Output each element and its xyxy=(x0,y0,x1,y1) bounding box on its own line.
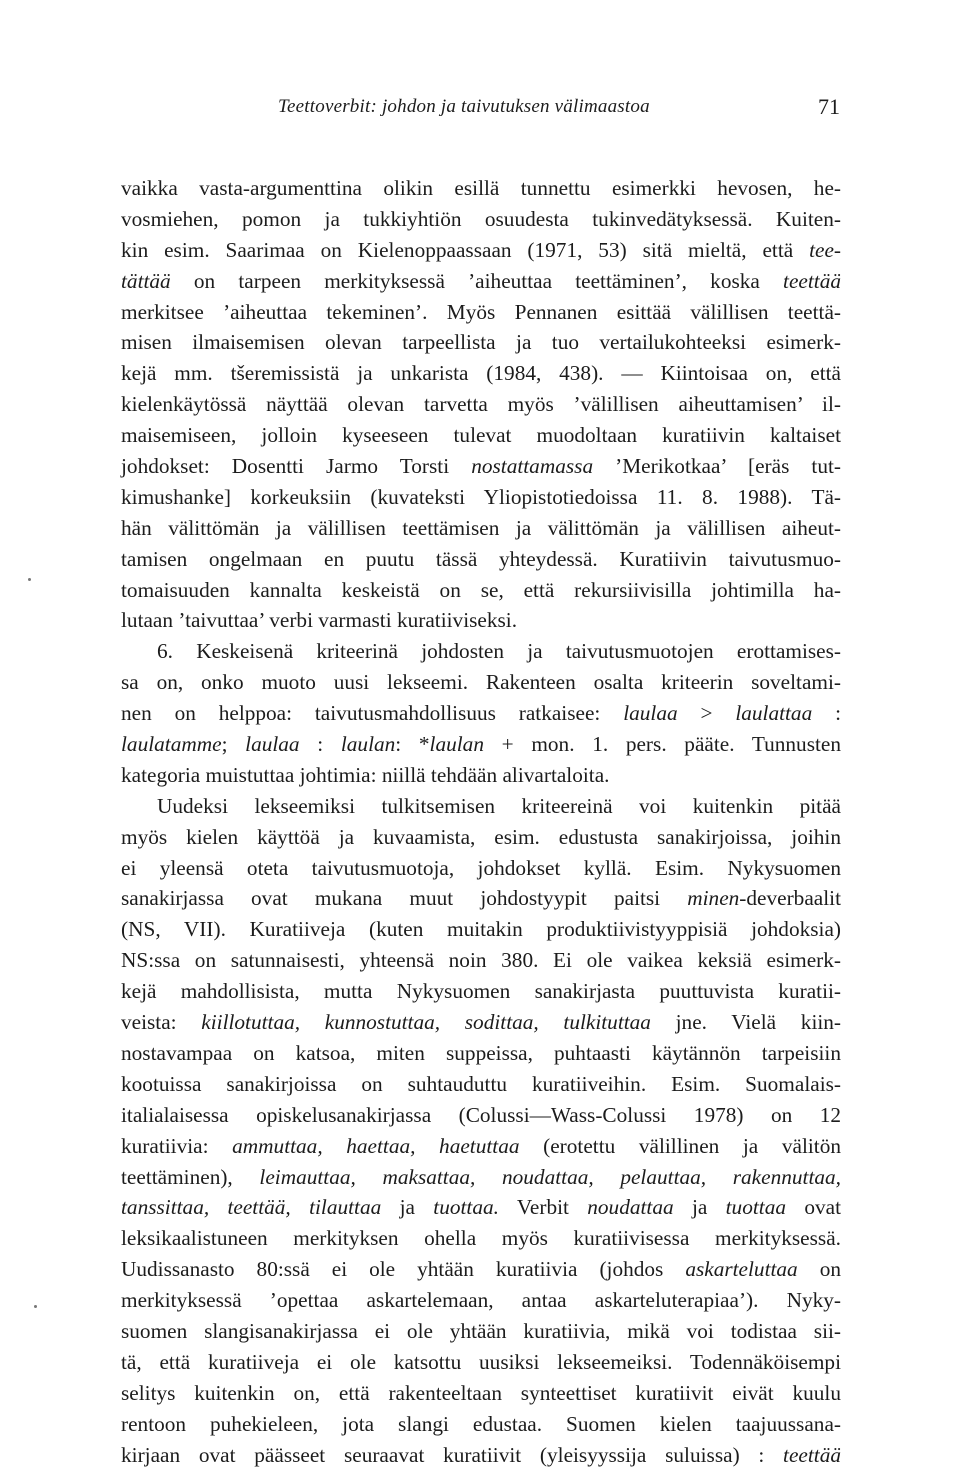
text-line xyxy=(121,204,841,235)
text-line xyxy=(121,1347,841,1378)
text-segment: johdokset: Dosentti Jarmo Torsti xyxy=(121,454,472,479)
italic-term: laulattaa xyxy=(735,701,813,726)
text-segment: nostavampaa on katsoa, miten suppeissa, puhtaasti käytännön tarpeisiin xyxy=(121,1040,841,1065)
text-segment: veista: xyxy=(121,1010,202,1035)
italic-term: laulan xyxy=(340,732,396,757)
text-segment: vosmiehen, pomon ja tukkiyhtiön osuudesta tukinvedätyksessä. Kuiten- xyxy=(121,206,841,231)
text-segment: ja xyxy=(381,1195,434,1220)
text-segment: kirjaan ovat päässeet seuraavat kuratiivit (yleisyyssija suluissa) : xyxy=(121,1442,784,1467)
text-line xyxy=(121,544,841,575)
text-line xyxy=(121,513,841,544)
italic-term: tättää xyxy=(121,268,171,293)
text-segment: italialaisessa opiskelusanakirjassa (Colussi—Wass-Colussi 1978) on 12 xyxy=(121,1102,841,1127)
italic-term: teettää xyxy=(783,1442,841,1467)
text-segment: (erotettu välillinen ja välitön xyxy=(519,1133,842,1158)
text-segment: kejä mahdollisista, mutta Nykysuomen sanakirjasta puuttuvista kuratii- xyxy=(121,979,841,1004)
text-segment: sanakirjassa ovat mukana muut johdostyypit paitsi xyxy=(121,886,688,911)
text-line xyxy=(121,605,841,636)
text-segment: kimushanke] korkeuksiin (kuvateksti Yliopistotiedoissa 11. 8. 1988). Tä- xyxy=(121,484,841,509)
text-segment: Verbit xyxy=(498,1195,588,1220)
text-segment: teettäminen), xyxy=(121,1164,260,1189)
text-line xyxy=(121,1254,841,1285)
text-segment: leksikaalistuneen merkityksen ohella myös kuratiivisessa merkityksessä. xyxy=(121,1226,841,1251)
text-line xyxy=(121,1378,841,1409)
text-line xyxy=(121,482,841,513)
text-segment: kategoria muistuttaa johtimia: niillä tehdään alivartaloita. xyxy=(121,762,610,787)
text-line xyxy=(121,1409,841,1440)
text-line xyxy=(121,729,841,760)
text-segment: nen on helppoa: taivutusmahdollisuus ratkaisee: xyxy=(121,701,624,726)
text-segment: tä, että kuratiiveja ei ole katsottu uusiksi lekseemeiksi. Todennäköisempi xyxy=(121,1349,841,1374)
text-segment: on xyxy=(797,1257,841,1282)
scan-speck xyxy=(34,1305,37,1308)
text-segment: tomaisuuden kannalta keskeistä on se, että rekursiivisilla johtimilla ha- xyxy=(121,577,841,602)
text-segment: NS:ssa on satunnaisesti, yhteensä noin 380. Ei ole vaikea keksiä esimerk- xyxy=(121,948,841,973)
text-line xyxy=(121,451,841,482)
italic-term: tuottaa xyxy=(725,1195,786,1220)
text-segment: sa on, onko muoto uusi lekseemi. Rakenteen osalta kriteerin soveltami- xyxy=(121,670,841,695)
text-segment: > xyxy=(677,701,736,726)
text-line xyxy=(121,1223,841,1254)
text-segment: ja xyxy=(673,1195,726,1220)
scan-speck xyxy=(28,578,31,581)
text-line xyxy=(121,1192,841,1223)
text-line xyxy=(121,297,841,328)
text-segment: (NS, VII). Kuratiiveja (kuten muitakin produktiivistyyppisiä johdoksia) xyxy=(121,917,841,942)
text-line xyxy=(121,1131,841,1162)
text-segment: + mon. 1. pers. pääte. Tunnusten xyxy=(483,732,841,757)
italic-term: laulaa xyxy=(245,732,300,757)
text-line xyxy=(121,822,841,853)
italic-term: noudattaa xyxy=(587,1195,674,1220)
text-line xyxy=(121,1038,841,1069)
page-number: 71 xyxy=(818,94,840,119)
text-segment: : xyxy=(812,701,841,726)
text-segment: ovat xyxy=(786,1195,841,1220)
text-line xyxy=(121,1440,841,1470)
italic-term: leimauttaa, maksattaa, noudattaa, pelauttaa, rakennuttaa, xyxy=(259,1164,841,1189)
text-segment: -deverbaalit xyxy=(739,886,841,911)
text-line xyxy=(121,914,841,945)
italic-term: kiillotuttaa, kunnostuttaa, sodittaa, tulkituttaa xyxy=(201,1010,651,1035)
text-segment: Uudeksi lekseemiksi tulkitsemisen kriteereinä voi kuitenkin pitää xyxy=(157,793,841,818)
italic-term: askarteluttaa xyxy=(685,1257,798,1282)
text-segment: ; xyxy=(221,732,246,757)
text-segment: selitys kuitenkin on, että rakenteeltaan synteettiset kuratiivit eivät kuulu xyxy=(121,1380,841,1405)
text-line xyxy=(121,636,841,667)
text-segment: merkitsee ’aiheuttaa tekeminen’. Myös Pennanen esittää välillisen teettä- xyxy=(121,299,841,324)
text-segment: tamisen ongelmaan en puutu tässä yhteydessä. Kuratiivin taivutusmuo- xyxy=(121,546,841,571)
text-line xyxy=(121,1316,841,1347)
text-segment: kejä mm. tšeremissistä ja unkarista (1984, 438). — Kiintoisaa on, että xyxy=(121,361,841,386)
text-line xyxy=(121,266,841,297)
text-line xyxy=(121,389,841,420)
text-segment: lutaan ’taivuttaa’ verbi varmasti kuratiiviseksi. xyxy=(121,608,518,633)
italic-term: minen xyxy=(687,886,740,911)
page-header xyxy=(120,96,840,126)
text-line xyxy=(121,1100,841,1131)
text-segment: ei yleensä oteta taivutusmuotoja, johdokset kyllä. Esim. Nykysuomen xyxy=(121,855,841,880)
text-segment: myös kielen käyttöä ja kuvaamista, esim. edustusta sanakirjoissa, joihin xyxy=(121,824,841,849)
text-segment: 6. Keskeisenä kriteerinä johdosten ja taivutusmuotojen erottamises- xyxy=(157,639,841,664)
text-segment: kielenkäytössä näyttää olevan tarvetta myös ’välillisen aiheuttamisen’ il- xyxy=(121,392,841,417)
italic-term: tuottaa. xyxy=(433,1195,499,1220)
text-segment: kootuissa sanakirjoissa on suhtauduttu kuratiiveihin. Esim. Suomalais- xyxy=(121,1071,841,1096)
italic-term: laulan xyxy=(429,732,484,757)
italic-term: tanssittaa, teettää, tilauttaa xyxy=(121,1195,382,1220)
text-line xyxy=(121,853,841,884)
text-line xyxy=(121,358,841,389)
text-line xyxy=(121,698,841,729)
body-text xyxy=(121,173,841,1470)
text-segment: misen ilmaisemisen olevan tarpeellista ja tuo vertailukohteeksi esimerk- xyxy=(121,330,841,355)
italic-term: ammuttaa, haettaa, haetuttaa xyxy=(232,1133,520,1158)
text-segment: suomen slangisanakirjassa ei ole yhtään kuratiivia, mikä voi todistaa sii- xyxy=(121,1318,841,1343)
italic-term: nostattamassa xyxy=(471,454,594,479)
text-segment: on tarpeen merkityksessä ’aiheuttaa teettäminen’, koska xyxy=(170,268,784,293)
text-segment: rentoon puhekieleen, jota slangi edustaa. Suomen kielen taajuussana- xyxy=(121,1411,841,1436)
text-line xyxy=(121,1007,841,1038)
text-line xyxy=(121,883,841,914)
text-line xyxy=(121,1285,841,1316)
text-segment: Uudissanasto 80:ssä ei ole yhtään kuratiivia (johdos xyxy=(121,1257,686,1282)
text-segment: merkityksessä ’opettaa askartelemaan, antaa askarteluterapiaa’). Nyky- xyxy=(121,1288,841,1313)
text-line xyxy=(121,791,841,822)
text-segment: : xyxy=(299,732,341,757)
text-segment: kuratiivia: xyxy=(121,1133,233,1158)
text-line xyxy=(121,327,841,358)
text-segment: maisemiseen, jolloin kyseeseen tulevat muodoltaan kuratiivin kaltaiset xyxy=(121,423,841,448)
italic-term: laulaa xyxy=(623,701,678,726)
text-segment: hän välittömän ja välillisen teettämisen ja välittömän ja välillisen aiheut- xyxy=(121,515,841,540)
text-line xyxy=(121,1069,841,1100)
italic-term: teettää xyxy=(783,268,841,293)
text-segment: jne. Vielä kiin- xyxy=(650,1010,842,1035)
text-line xyxy=(121,667,841,698)
text-line xyxy=(121,1162,841,1193)
text-line xyxy=(121,976,841,1007)
text-segment: vaikka vasta-argumenttina olikin esillä tunnettu esimerkki hevosen, he- xyxy=(121,176,841,200)
running-title: Teettoverbit: johdon ja taivutuksen välimaastoa xyxy=(278,96,650,117)
text-line xyxy=(121,945,841,976)
text-line xyxy=(121,575,841,606)
text-line xyxy=(121,760,841,791)
text-line xyxy=(121,420,841,451)
italic-term: laulatamme xyxy=(121,732,222,757)
text-segment: : * xyxy=(395,732,430,757)
text-line xyxy=(121,235,841,266)
italic-term: tee- xyxy=(809,237,841,262)
text-segment: kin esim. Saarimaa on Kielenoppaassaan (1971, 53) sitä mieltä, että xyxy=(121,237,810,262)
text-segment: ’Merikotkaa’ [eräs tut- xyxy=(593,454,841,479)
text-line xyxy=(121,173,841,204)
